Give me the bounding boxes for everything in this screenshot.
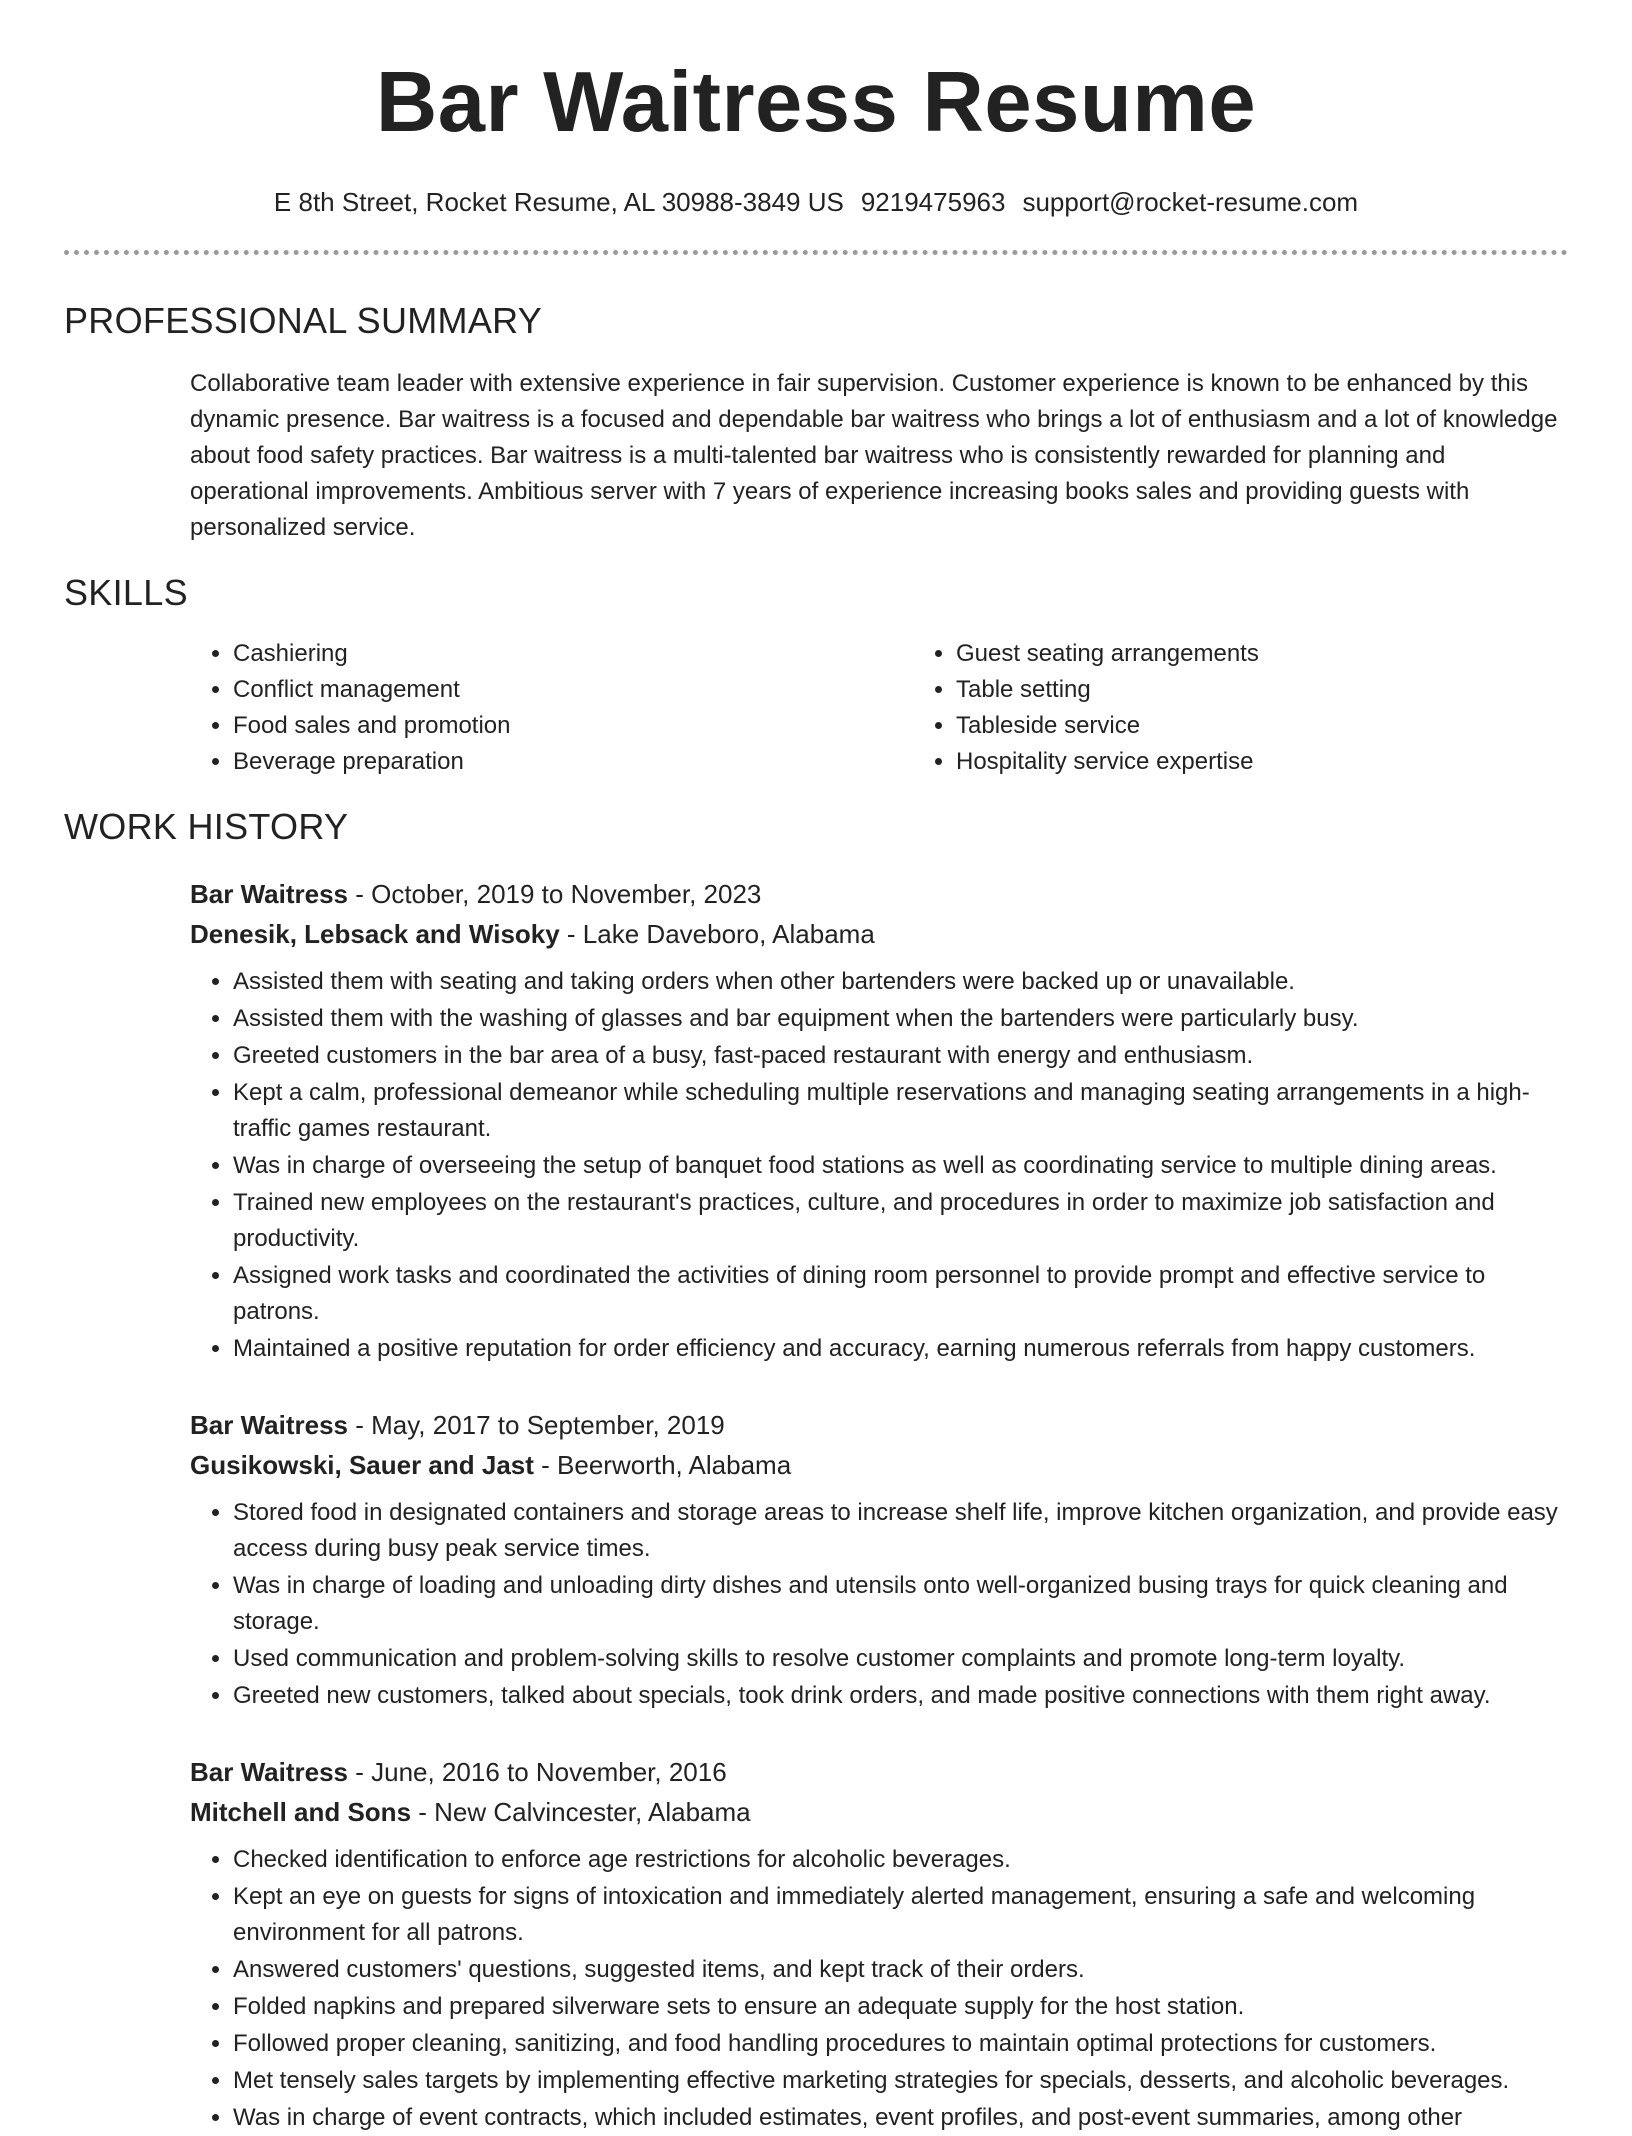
job-bullet: • Answered customers' questions, suggested items, and kept track of their orders. — [233, 1952, 1568, 1988]
contact-address: E 8th Street, Rocket Resume, AL 30988-3849 US — [273, 187, 844, 217]
job-company: Denesik, Lebsack and Wisoky — [190, 919, 560, 949]
resume-title: Bar Waitress Resume — [375, 55, 1257, 150]
job-dates: - June, 2016 to November, 2016 — [348, 1757, 727, 1787]
job-location: - New Calvincester, Alabama — [411, 1797, 751, 1827]
job-bullet: • Was in charge of event contracts, which included estimates, event profiles, and post-event summaries, among other — [233, 2100, 1568, 2136]
contact-email: support@rocket-resume.com — [1022, 187, 1359, 217]
skills-column-right — [913, 636, 1259, 780]
job-bullet: • Stored food in designated containers and storage areas to increase shelf life, improve kitchen organization, and provide easy access during busy peak service times. — [233, 1495, 1568, 1567]
job-bullet: • Used communication and problem-solving skills to resolve customer complaints and promote long-term loyalty. — [233, 1641, 1568, 1677]
job-bullet: • Was in charge of overseeing the setup of banquet food stations as well as coordinating service to multiple dining areas. — [233, 1148, 1568, 1184]
job-bullet: • Assisted them with the washing of glasses and bar equipment when the bartenders were particularly busy. — [233, 1001, 1568, 1037]
work-history-heading: WORK HISTORY — [64, 806, 349, 847]
skill-item: • Cashiering — [233, 636, 913, 672]
job-location: - Beerworth, Alabama — [533, 1450, 792, 1480]
job-title-line — [190, 874, 1568, 914]
job-dates: - October, 2019 to November, 2023 — [348, 879, 762, 909]
skill-item: • Hospitality service expertise — [956, 744, 1259, 780]
job-location: - Lake Daveboro, Alabama — [559, 919, 875, 949]
skill-item: • Tableside service — [956, 708, 1259, 744]
job-company-line — [190, 1445, 1568, 1485]
job-company: Mitchell and Sons — [190, 1797, 412, 1827]
job-bullet: • Assigned work tasks and coordinated the activities of dining room personnel to provide prompt and effective service to patrons. — [233, 1258, 1568, 1330]
job-title: Bar Waitress — [190, 879, 348, 909]
summary-text: Collaborative team leader with extensive experience in fair supervision. Customer experience is known to be enhanced by this dynamic presence. Bar waitress is a focused and dependable bar waitress who brings a lot of enthusiasm and a lot of knowledge about food safety practices. Bar waitress is a multi-talented bar waitress who is consistently rewarded for planning and operational improvements. Ambitious server with 7 years of experience increasing books sales and providing guests with personalized service. — [190, 370, 1558, 541]
job-bullet: • Maintained a positive reputation for order efficiency and accuracy, earning numerous referrals from happy customers. — [233, 1331, 1568, 1367]
skill-item: • Table setting — [956, 672, 1259, 708]
job-bullet: • Assisted them with seating and taking orders when other bartenders were backed up or unavailable. — [233, 964, 1568, 1000]
skill-item: • Guest seating arrangements — [956, 636, 1259, 672]
skill-item: • Beverage preparation — [233, 744, 913, 780]
job-title-line — [190, 1752, 1568, 1792]
job-company-line — [190, 914, 1568, 954]
job-bullet: • Folded napkins and prepared silverware sets to ensure an adequate supply for the host station. — [233, 1989, 1568, 2025]
skill-item: • Conflict management — [233, 672, 913, 708]
job-bullets — [190, 1842, 1568, 2136]
job-title: Bar Waitress — [190, 1757, 348, 1787]
skills-column-left — [190, 636, 913, 780]
contact-line — [0, 186, 1632, 218]
job-bullet: • Greeted customers in the bar area of a busy, fast-paced restaurant with energy and enthusiasm. — [233, 1038, 1568, 1074]
job-title-line — [190, 1405, 1568, 1445]
job-dates: - May, 2017 to September, 2019 — [348, 1410, 725, 1440]
job-bullet: • Checked identification to enforce age restrictions for alcoholic beverages. — [233, 1842, 1568, 1878]
job-entry — [190, 1752, 1568, 2136]
job-entry — [190, 874, 1568, 1367]
job-title: Bar Waitress — [190, 1410, 348, 1440]
job-bullet: • Kept a calm, professional demeanor while scheduling multiple reservations and managing seating arrangements in a high-traffic games restaurant. — [233, 1075, 1568, 1147]
job-bullet: • Trained new employees on the restaurant's practices, culture, and procedures in order to maximize job satisfaction and productivity. — [233, 1185, 1568, 1257]
skills-list — [190, 636, 1568, 780]
job-company-line — [190, 1792, 1568, 1832]
job-bullet: • Kept an eye on guests for signs of intoxication and immediately alerted management, ensuring a safe and welcoming environment for all patrons. — [233, 1879, 1568, 1951]
contact-phone: 9219475963 — [860, 187, 1006, 217]
skill-item: • Food sales and promotion — [233, 708, 913, 744]
header-divider — [64, 250, 1568, 255]
summary-heading: PROFESSIONAL SUMMARY — [64, 300, 543, 341]
job-bullet: • Followed proper cleaning, sanitizing, and food handling procedures to maintain optimal protections for customers. — [233, 2026, 1568, 2062]
skills-heading: SKILLS — [64, 572, 188, 613]
job-bullets — [190, 1495, 1568, 1714]
job-bullets — [190, 964, 1568, 1367]
job-bullet: • Greeted new customers, talked about specials, took drink orders, and made positive connections with them right away. — [233, 1678, 1568, 1714]
job-company: Gusikowski, Sauer and Jast — [190, 1450, 534, 1480]
job-bullet: • Met tensely sales targets by implementing effective marketing strategies for specials, desserts, and alcoholic beverages. — [233, 2063, 1568, 2099]
job-entry — [190, 1405, 1568, 1714]
job-bullet: • Was in charge of loading and unloading dirty dishes and utensils onto well-organized busing trays for quick cleaning and storage. — [233, 1568, 1568, 1640]
